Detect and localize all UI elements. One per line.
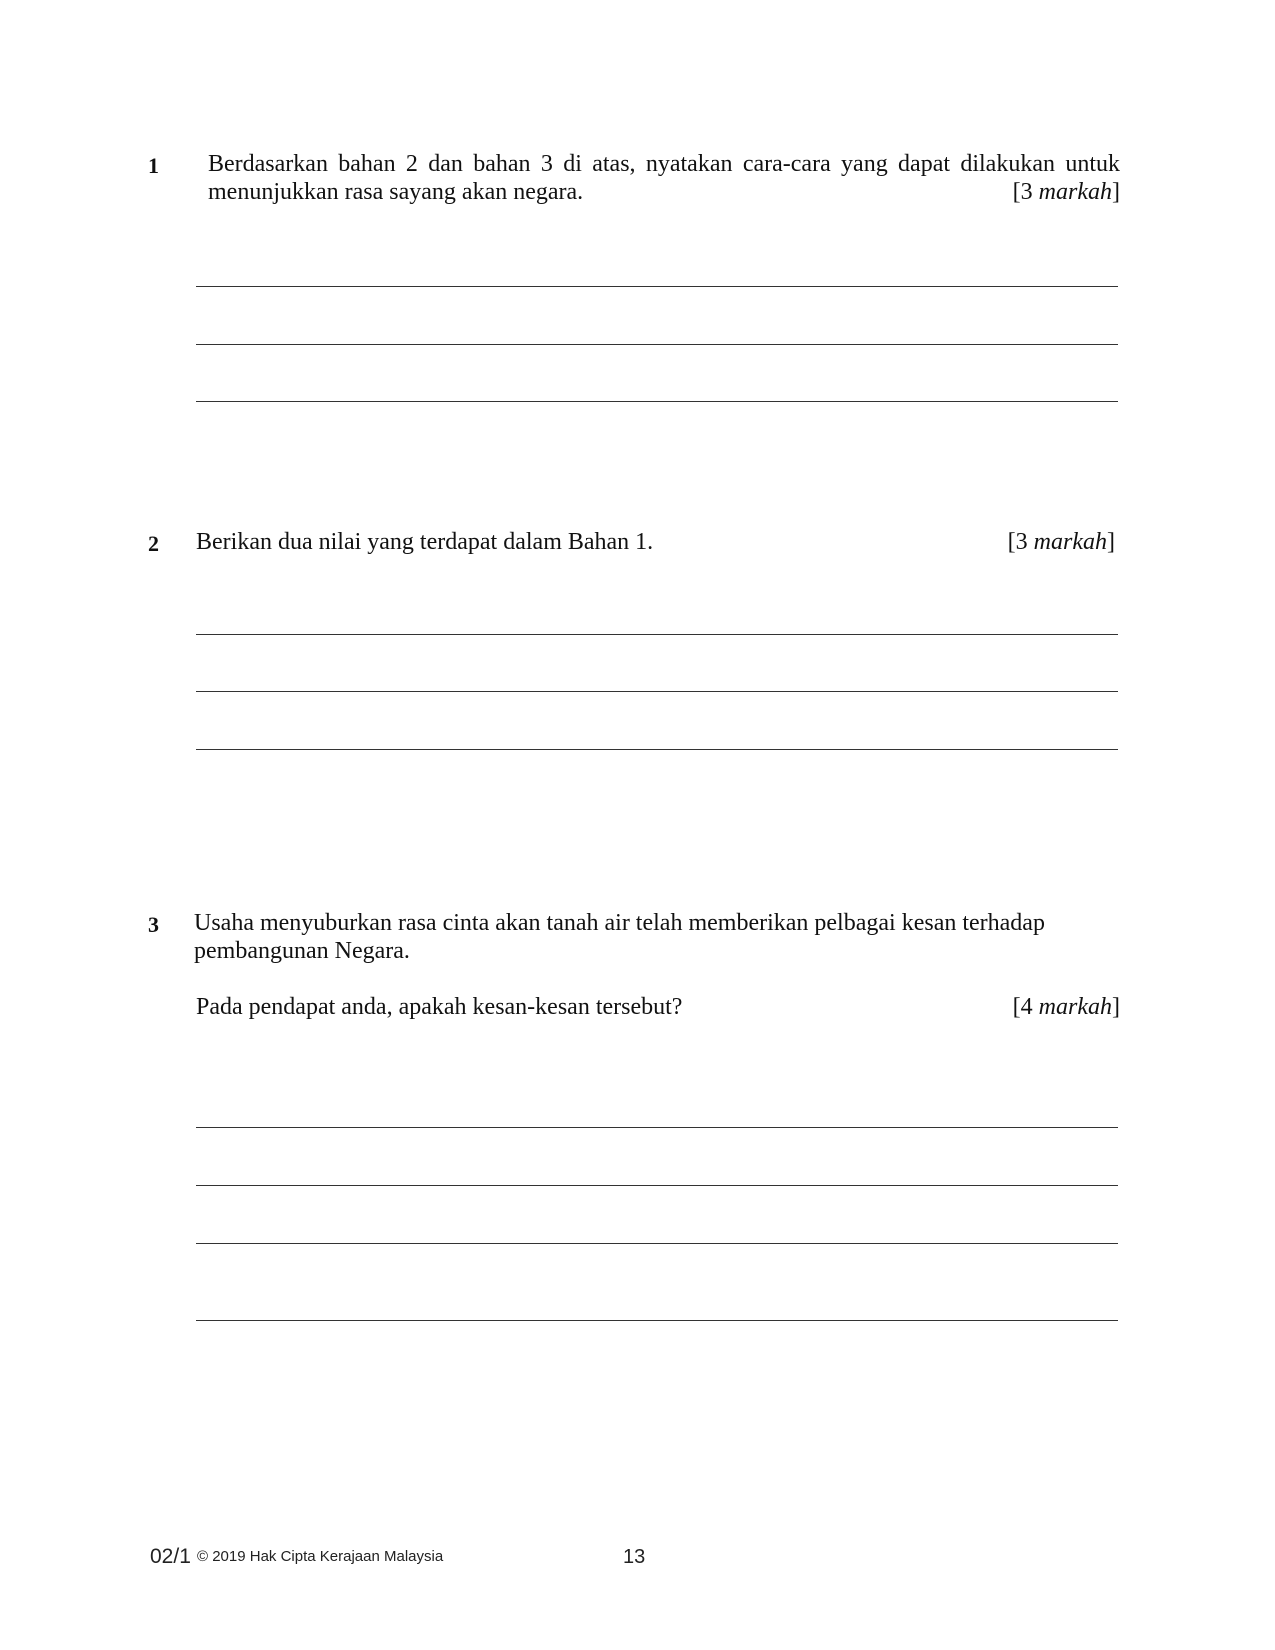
answer-line[interactable] [196, 344, 1118, 345]
answer-line[interactable] [196, 749, 1118, 750]
paper-code: 02/1 [150, 1545, 191, 1568]
answer-line[interactable] [196, 691, 1118, 692]
question-number: 1 [148, 153, 159, 178]
question-text-line-1: Usaha menyuburkan rasa cinta akan tanah air telah memberikan pelbagai kesan terhadap [194, 910, 1045, 936]
marks-label [1013, 993, 1120, 1021]
question-text-line-2: menunjukkan rasa sayang akan negara. [208, 179, 584, 205]
question-number: 2 [148, 531, 159, 556]
question-text-line-3: Pada pendapat anda, apakah kesan-kesan tersebut? [196, 994, 683, 1020]
copyright-text: © 2019 Hak Cipta Kerajaan Malaysia [197, 1548, 444, 1565]
marks-value: [3 [1012, 179, 1039, 205]
marks-bracket: ] [1112, 994, 1120, 1020]
marks-bracket: ] [1107, 529, 1115, 555]
answer-line[interactable] [196, 1185, 1118, 1186]
marks-value: [3 [1007, 529, 1034, 555]
marks-label [1013, 178, 1120, 206]
marks-value: [4 [1012, 994, 1039, 1020]
marks-word: markah [1038, 179, 1112, 205]
answer-line[interactable] [196, 1127, 1118, 1128]
marks-label [1008, 528, 1115, 556]
question-text-line-1: Berdasarkan bahan 2 dan bahan 3 di atas, nyatakan cara-cara yang dapat dilakukan untuk [208, 151, 1120, 177]
question-text-line-1: Berikan dua nilai yang terdapat dalam Bahan 1. [196, 529, 654, 555]
page-number: 13 [623, 1546, 646, 1568]
answer-line[interactable] [196, 1243, 1118, 1244]
answer-line[interactable] [196, 1320, 1118, 1321]
answer-line[interactable] [196, 286, 1118, 287]
marks-word: markah [1033, 529, 1107, 555]
question-text-line-2: pembangunan Negara. [194, 938, 410, 964]
marks-word: markah [1038, 994, 1112, 1020]
answer-line[interactable] [196, 401, 1118, 402]
question-number: 3 [148, 912, 159, 937]
answer-line[interactable] [196, 634, 1118, 635]
marks-bracket: ] [1112, 179, 1120, 205]
